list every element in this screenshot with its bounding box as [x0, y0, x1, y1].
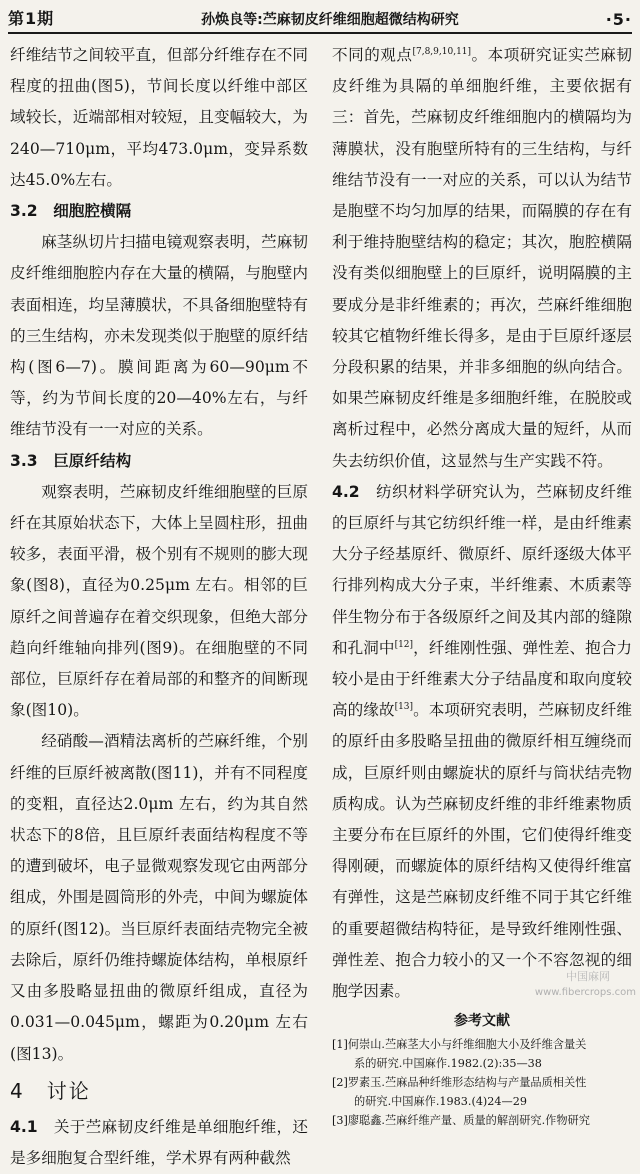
- section-heading-3-2: 3.2 细胞腔横隔: [10, 202, 132, 221]
- left-column: [10, 40, 308, 1174]
- reference-line: [1]何崇山.苎麻茎大小与纤维细胞大小及纤维含量关: [332, 1038, 587, 1052]
- paragraph-text: 不同的观点: [332, 46, 413, 64]
- citation: [13]: [394, 702, 414, 713]
- paragraph-internode: 纤维结节之间较平直，但部分纤维存在不同程度的扭曲(图5)，节间长度以纤维中部区域较长，近端部相对较短，且变幅较大，为240—710μm，平均473.0μm，变异系数达45.0%左右。: [10, 46, 308, 189]
- paragraph-3-3b: 经硝酸—酒精法离析的苎麻纤维，个别纤维的巨原纤被离散(图11)，并有不同程度的变粗，直径达2.0μm 左右，约为其自然状态下的8倍，且巨原纤表面结构程度不等的遭到破坏，电子显微观察发现它由两部分组成，外围是圆筒形的外壳，中间为螺旋体的原纤(图12)。当巨原纤表面结壳物完全被去除后，原纤仍维持螺旋体结构，单根原纤又由多股略显扭曲的微原纤组成，直径为0.031—0.045μm，螺距为0.20μm 左右(图13)。: [10, 732, 308, 1063]
- running-header: [8, 4, 632, 34]
- paragraph-text: 纺织材料学研究认为，苎麻韧皮纤维的巨原纤与其它纺织纤维一样，是由纤维素大分子经基原纤、微原纤、原纤逐级大体平行排列构成大分子束，半纤维素、木质素等伴生物分布于各级原纤之间及其内部的缝隙和孔洞中: [332, 482, 632, 657]
- paragraph-text: 关于苎麻韧皮纤维是单细胞纤维，还是多细胞复合型纤维，学术界有两种截然: [10, 1117, 308, 1167]
- paragraph-4-1: [10, 1112, 308, 1174]
- paragraph-3-2: 麻茎纵切片扫描电镜观察表明，苎麻韧皮纤维细胞腔内存在大量的横隔，与胞壁内表面相连，均呈薄膜状，不具备细胞壁特有的三生结构，亦未发现类似于胞壁的原纤结构(图6—7)。膜间距离为60—90μm不等，约为节间长度的20—40%左右，与纤维结节没有一一对应的关系。: [10, 233, 308, 439]
- paragraph-3-3a: 观察表明，苎麻韧皮纤维细胞壁的巨原纤在其原始状态下，大体上呈圆柱形，扭曲较多，表面平滑，极个别有不规则的膨大现象(图8)，直径为0.25μm 左右。相邻的巨原纤之间普遍存在着交织现象，但绝大部分趋向纤维轴向排列(图9)。在细胞壁的不同部位，巨原纤存在着局部的和整齐的间断现象(图10)。: [10, 482, 308, 720]
- section-heading-3-3: 3.3 巨原纤结构: [10, 451, 132, 470]
- paragraph-4-2: [332, 477, 632, 1007]
- reference-line: 的研究.中国麻作.1983.(4)24—29: [354, 1095, 527, 1109]
- right-column: [332, 40, 632, 1130]
- watermark-logo: 中国麻网: [566, 970, 610, 983]
- citation: [7,8,9,10,11]: [412, 46, 472, 57]
- section-heading-4: 4 讨论: [10, 1078, 91, 1103]
- references-heading: 参考文献: [454, 1013, 510, 1030]
- citation: [12]: [394, 639, 414, 650]
- issue-number: 第1期: [8, 9, 55, 28]
- reference-line: [2]罗素玉.苎麻品种纤维形态结构与产量品质相关性: [332, 1076, 587, 1090]
- paragraph-text: 。本项研究证实苎麻韧皮纤维为具隔的单细胞纤维，主要依据有三：首先，苎麻韧皮纤维细胞内的横隔均为薄膜状，没有胞壁所特有的三生结构，与纤维结节没有一一对应的关系，可以认为结节是胞壁不均匀加厚的结果，而隔膜的存在有利于维持胞壁结构的稳定；其次，胞腔横隔没有类似细胞壁上的巨原纤，说明隔膜的主要成分是非纤维素的；再次，苎麻纤维细胞较其它植物纤维长得多，是由于巨原纤逐层分段积累的结果，并非多细胞的纵向结合。如果苎麻韧皮纤维是多细胞纤维，在脱胶或离析过程中，必然分离成大量的短纤，从而失去纺织价值，这显然与生产实践不符。: [332, 46, 632, 470]
- paragraph-number: 4.2: [332, 482, 360, 501]
- reference-item: [332, 1035, 632, 1073]
- paragraph-text: 。本项研究表明，苎麻韧皮纤维的原纤由多股略呈扭曲的微原纤相互缠绕而成，巨原纤则由螺旋状的原纤与筒状结壳物质构成。认为苎麻韧皮纤维的非纤维素物质主要分布在巨原纤的外围，它们使得纤维变得刚硬，而螺旋体的原纤结构又使得纤维富有弹性，这是苎麻韧皮纤维不同于其它纤维的重要超微结构特征，是导致纤维刚性强、弹性差、抱合力较小的又一个不容忽视的细胞学因素。: [332, 701, 632, 1001]
- paragraph-text: ，纤维刚性强、弹性差、抱合力较小是由于纤维素大分子结晶度和取向度较高的缘故: [332, 638, 632, 720]
- reference-item: [332, 1111, 632, 1130]
- watermark-url: www.fibercrops.com: [534, 987, 636, 998]
- reference-item: [332, 1073, 632, 1111]
- running-title: 孙焕良等:苎麻韧皮纤维细胞超微结构研究: [201, 12, 459, 28]
- reference-line: 系的研究.中国麻作.1982.(2):35—38: [354, 1057, 542, 1071]
- paragraph-number: 4.1: [10, 1117, 38, 1136]
- paragraph-4-1-continued: [332, 40, 632, 477]
- page-number: ·5·: [605, 10, 632, 29]
- reference-line: [3]廖聪鑫.苎麻纤维产量、质量的解剖研究.作物研究: [332, 1114, 590, 1128]
